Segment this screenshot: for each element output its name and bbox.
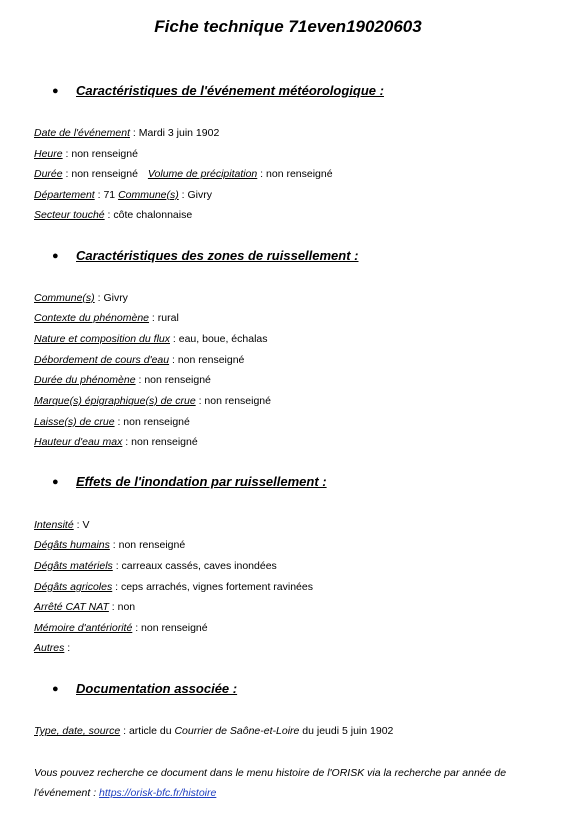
field-value: : non renseigné <box>169 354 245 366</box>
field-flood-marks <box>34 394 271 408</box>
field-label: Nature et composition du flux <box>34 333 170 345</box>
field-label: Département <box>34 189 95 201</box>
field-label: Commune(s) <box>34 292 95 304</box>
section-heading-text: Caractéristiques de l'événement météorologique : <box>76 83 384 98</box>
field-label: Débordement de cours d'eau <box>34 354 170 366</box>
bullet-icon: ● <box>52 476 59 488</box>
field-material-damage <box>34 559 277 573</box>
section-heading-event <box>52 82 384 100</box>
section-heading-docs <box>52 680 237 698</box>
field-value: : Mardi 3 juin 1902 <box>129 127 220 139</box>
field-duration-precipitation <box>34 167 333 181</box>
bullet-icon: ● <box>52 683 59 695</box>
bullet-icon: ● <box>52 85 59 97</box>
field-value: : non renseigné <box>114 416 190 428</box>
field-event-date <box>34 126 219 140</box>
field-value: : non renseigné <box>135 374 211 386</box>
field-label: Dégâts agricoles <box>34 581 113 593</box>
field-value: : non renseigné <box>195 395 271 407</box>
field-phenomenon-duration <box>34 373 211 387</box>
section-heading-effects <box>52 473 327 491</box>
field-label: Marque(s) épigraphique(s) de crue <box>34 395 196 407</box>
field-label: Intensité <box>34 519 74 531</box>
field-hour <box>34 147 138 161</box>
field-label: Secteur touché <box>34 209 105 221</box>
field-label: Heure <box>34 148 63 160</box>
field-label: Dégâts matériels <box>34 560 113 572</box>
note-text: l'événement : <box>34 787 100 799</box>
field-department-commune <box>34 188 212 202</box>
field-value: : non renseigné <box>257 168 333 180</box>
field-value: : non renseigné <box>62 168 138 180</box>
field-value: du jeudi 5 juin 1902 <box>299 725 394 737</box>
field-value: : non <box>108 601 136 613</box>
field-label: Contexte du phénomène <box>34 312 150 324</box>
field-label: Laisse(s) de crue <box>34 416 115 428</box>
section-heading-zones <box>52 247 359 265</box>
field-other <box>34 641 70 655</box>
field-overflow <box>34 353 244 367</box>
field-context <box>34 311 179 325</box>
field-flood-laisse <box>34 415 190 429</box>
field-value: : non renseigné <box>122 436 198 448</box>
field-value: : non renseigné <box>62 148 138 160</box>
field-value: : non renseigné <box>132 622 208 634</box>
field-value: : rural <box>149 312 179 324</box>
field-label: Mémoire d'antériorité <box>34 622 133 634</box>
search-note-line-1: Vous pouvez recherche ce document dans le menu histoire de l'ORISK via la recherche par année de <box>34 767 507 779</box>
field-label: Commune(s) <box>118 189 179 201</box>
journal-name: Courrier de Saône-et-Loire <box>174 725 300 737</box>
field-label: Volume de précipitation <box>147 168 258 180</box>
field-memory <box>34 621 208 635</box>
field-label: Type, date, source <box>34 725 121 737</box>
page-title: Fiche technique 71even19020603 <box>154 17 422 36</box>
field-label: Date de l'événement <box>34 127 130 139</box>
field-sector <box>34 208 192 222</box>
field-value: : non renseigné <box>109 539 186 551</box>
field-label: Dégâts humains <box>34 539 110 551</box>
field-value: : eau, boue, échalas <box>170 333 268 345</box>
field-nature <box>34 332 268 346</box>
field-label: Durée du phénomène <box>34 374 136 386</box>
field-zone-commune <box>34 291 128 305</box>
section-heading-text: Effets de l'inondation par ruissellement : <box>76 474 327 489</box>
field-label: Arrêté CAT NAT <box>34 601 109 613</box>
field-source <box>34 724 393 738</box>
field-value: : 71 <box>94 189 119 201</box>
field-label: Durée <box>34 168 63 180</box>
section-heading-text: Documentation associée : <box>76 681 238 696</box>
field-catnat <box>34 600 135 614</box>
field-value: : V <box>73 519 90 531</box>
field-label: Autres <box>34 642 65 654</box>
bullet-icon: ● <box>52 250 59 262</box>
field-agricultural-damage <box>34 580 313 594</box>
field-value: : Givry <box>178 189 212 201</box>
section-heading-text: Caractéristiques des zones de ruissellement : <box>76 248 359 263</box>
field-value: : Givry <box>94 292 128 304</box>
field-value: : côte chalonnaise <box>104 209 193 221</box>
field-human-damage <box>34 538 185 552</box>
search-note-line-2 <box>34 786 564 800</box>
field-value: : article du <box>120 725 175 737</box>
field-value: : ceps arrachés, vignes fortement ravinées <box>112 581 313 593</box>
field-intensity <box>34 518 89 532</box>
history-link[interactable]: https://orisk-bfc.fr/histoire <box>99 787 217 799</box>
field-value: : <box>64 642 71 654</box>
field-label: Hauteur d'eau max <box>34 436 123 448</box>
field-water-height <box>34 435 198 449</box>
field-value: : carreaux cassés, caves inondées <box>112 560 277 572</box>
